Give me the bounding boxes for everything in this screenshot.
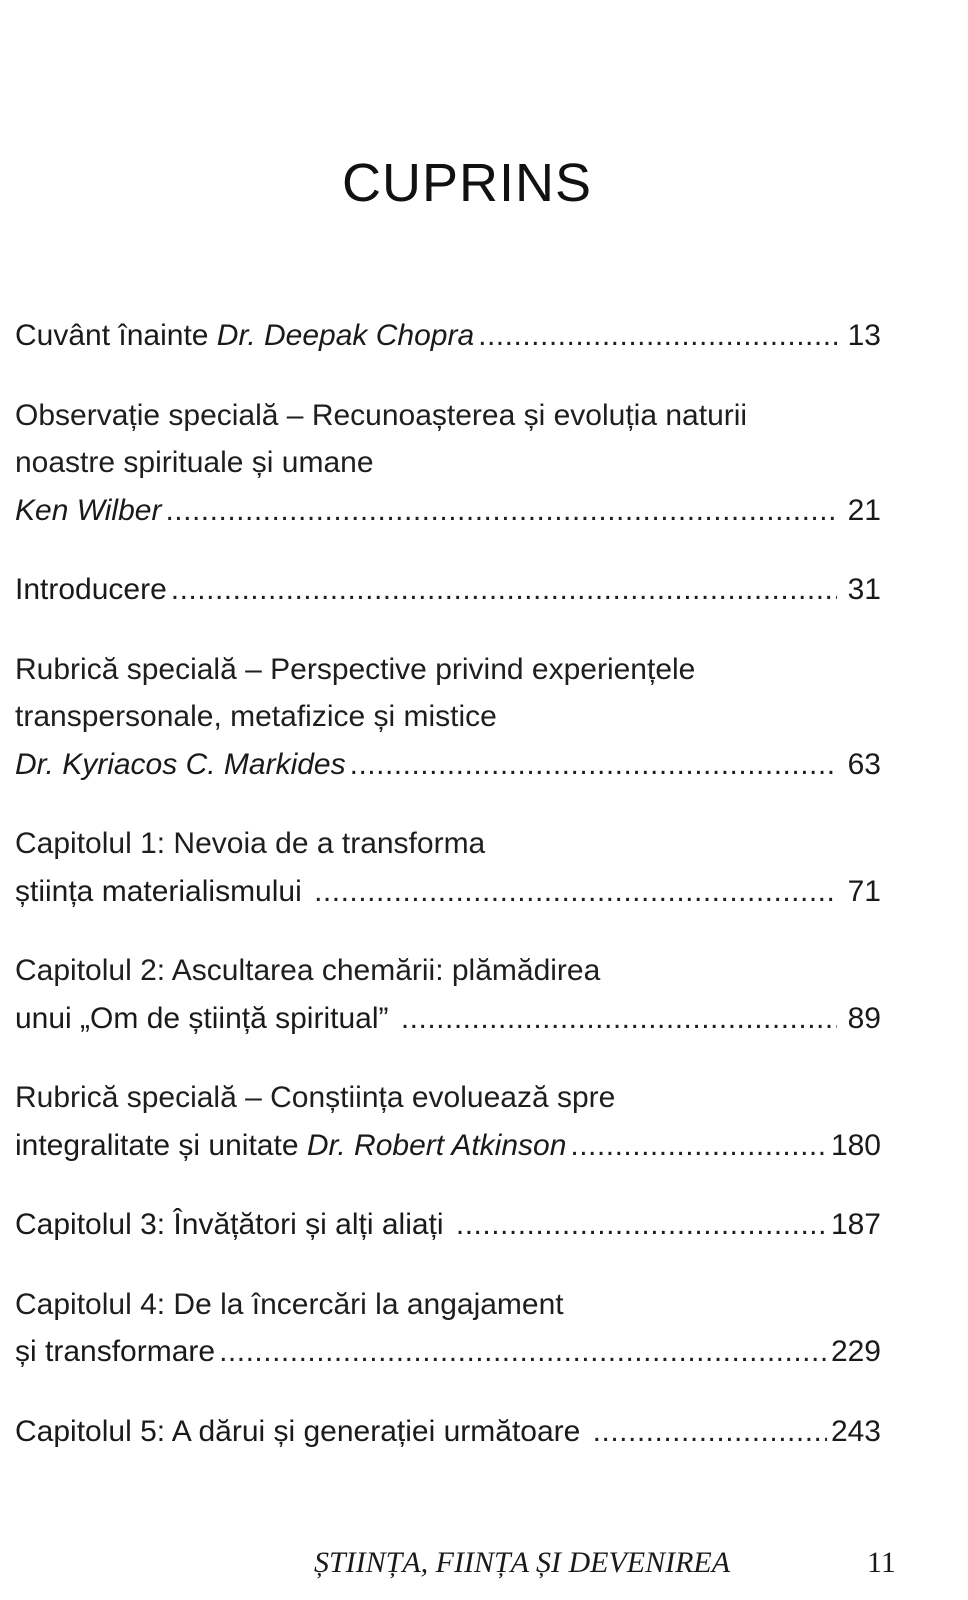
footer-page-number: 11 [867, 1546, 896, 1579]
toc-entry-title-line: Observație specială – Recunoașterea și evoluția naturii [15, 398, 748, 432]
toc-entry-title-line: Capitolul 2: Ascultarea chemării: plămădirea [15, 954, 601, 987]
toc-entry-leader-line [15, 868, 881, 916]
toc-entry-author: Dr. Deepak Chopra [216, 319, 475, 352]
toc-entry-title-line: Capitolul 1: Nevoia de a transforma [15, 827, 486, 860]
dot-leader [171, 566, 837, 614]
dot-leader [456, 1201, 827, 1249]
toc-entry-page-number: 21 [847, 493, 881, 527]
toc-entry-page-number: 187 [830, 1208, 881, 1241]
toc-entry-author: Dr. Kyriacos C. Markides [15, 747, 346, 781]
toc-entry-title: știința materialismului [15, 874, 311, 908]
toc-entry-author: Ken Wilber [15, 493, 162, 527]
toc-entry-page-number: 243 [830, 1414, 881, 1448]
toc-entry-title-line: noastre spirituale și umane [15, 446, 374, 479]
dot-leader [314, 868, 837, 916]
toc-entry-leader-line [15, 1122, 881, 1170]
toc-entry-leader-line [15, 312, 881, 360]
toc-entry-title-line: Rubrică specială – Perspective privind experiențele [15, 652, 696, 686]
toc-entry-title: Cuvânt înainte [15, 319, 217, 352]
dot-leader [593, 1408, 827, 1456]
toc-entry-page-number: 180 [830, 1128, 881, 1162]
toc-entry-leader-line [15, 995, 881, 1043]
toc-entry-title-line: Capitolul 4: De la încercări la angajament [15, 1287, 564, 1321]
toc-entry-title-line: Rubrică specială – Conștiința evoluează spre [15, 1081, 616, 1114]
toc-entry-leader-line [15, 1408, 881, 1456]
toc-entry-leader-line [15, 487, 881, 535]
page-title: CUPRINS [341, 153, 593, 213]
dot-leader [570, 1122, 827, 1170]
toc-entry-leader-line [15, 1328, 881, 1376]
toc-entry-page-number: 63 [847, 747, 881, 781]
dot-leader [350, 741, 837, 789]
toc-entry-leader-line [15, 741, 881, 789]
toc-entry-page-number: 229 [830, 1335, 881, 1368]
toc-entry-title: Capitolul 3: Învățători și alți aliați [15, 1208, 452, 1241]
toc-entry-title: Introducere [15, 573, 167, 606]
toc-entry-title: unui „Om de știință spiritual” [15, 1001, 397, 1035]
toc-entry-page-number: 13 [847, 319, 881, 352]
toc-entry-title: Capitolul 5: A dărui și generației următoare [15, 1414, 589, 1448]
toc-entry-title-line: transpersonale, metafizice și mistice [15, 700, 497, 733]
toc-entry-leader-line [15, 566, 881, 614]
toc-entry-page-number: 71 [847, 874, 881, 908]
toc-entry-title: și transformare [15, 1335, 216, 1368]
dot-leader [478, 312, 837, 360]
toc-entry-title: integralitate și unitate [15, 1128, 307, 1162]
running-footer-title: ȘTIINȚA, FIINȚA ȘI DEVENIREA [314, 1546, 731, 1579]
dot-leader [165, 487, 837, 535]
toc-entry-leader-line [15, 1201, 881, 1249]
toc-entry-author: Dr. Robert Atkinson [306, 1128, 567, 1162]
dot-leader [401, 995, 837, 1043]
toc-entry-page-number: 31 [847, 573, 881, 606]
dot-leader [219, 1328, 827, 1376]
toc-entry-page-number: 89 [847, 1001, 881, 1035]
